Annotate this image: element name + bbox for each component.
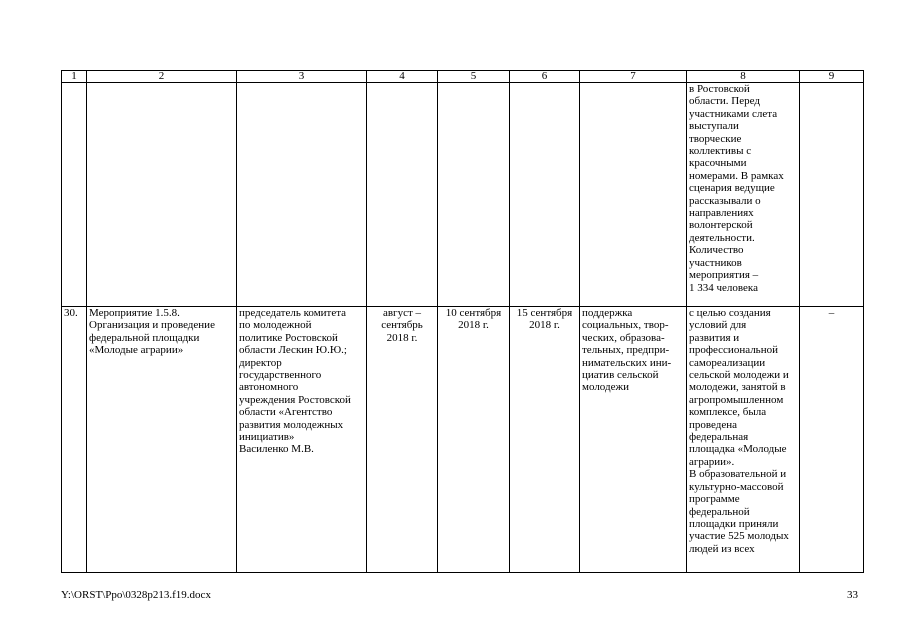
document-table [61, 70, 864, 573]
column-number-row [62, 71, 864, 83]
empty-cell [237, 83, 367, 307]
empty-cell [367, 83, 438, 307]
empty-cell [580, 83, 687, 307]
note-cell: – [800, 307, 864, 573]
start-date-cell: 10 сентября 2018 г. [438, 307, 510, 573]
column-number: 7 [580, 71, 687, 83]
column-number: 5 [438, 71, 510, 83]
purpose-cell: поддержка социальных, твор- ческих, образова- тельных, предпри- нимательских ини- циатив сельской молодежи [580, 307, 687, 573]
empty-cell [87, 83, 237, 307]
empty-cell [62, 83, 87, 307]
column-number: 4 [367, 71, 438, 83]
responsible-cell: председатель комитета по молодежной политике Ростовской области Лескин Ю.Ю.; директор государственного автономного учреждения Ростовской области «Агентство развития молодежных инициатив» Василенко М.В. [237, 307, 367, 573]
empty-cell [438, 83, 510, 307]
empty-cell [510, 83, 580, 307]
column-number: 1 [62, 71, 87, 83]
column-number: 6 [510, 71, 580, 83]
period-cell: август – сентябрь 2018 г. [367, 307, 438, 573]
column-number: 8 [687, 71, 800, 83]
row-number-cell: 30. [62, 307, 87, 573]
end-date-cell: 15 сентября 2018 г. [510, 307, 580, 573]
result-cell: в Ростовской области. Перед участниками слета выступали творческие коллективы с красочными номерами. В рамках сценария ведущие рассказывали о направлениях волонтерской деятельности. Количество участников мероприятия – 1 334 человека [687, 83, 800, 307]
page-number: 33 [847, 589, 858, 601]
column-number: 3 [237, 71, 367, 83]
continuation-row [62, 83, 864, 307]
column-number: 9 [800, 71, 864, 83]
result-cell: с целью создания условий для развития и профессиональной самореализации сельской молодежи и молодежи, занятой в агропромышленном комплексе, была проведена федеральная площадка «Молодые аграрии». В образовательной и культурно-массовой программе федеральной площадки приняли участие 525 молодых людей из всех [687, 307, 800, 573]
column-number: 2 [87, 71, 237, 83]
table-row-30 [62, 307, 864, 573]
empty-cell [800, 83, 864, 307]
event-cell: Мероприятие 1.5.8. Организация и проведение федеральной площадки «Молодые аграрии» [87, 307, 237, 573]
file-path-footer: Y:\ORST\Ppo\0328p213.f19.docx [61, 589, 211, 601]
